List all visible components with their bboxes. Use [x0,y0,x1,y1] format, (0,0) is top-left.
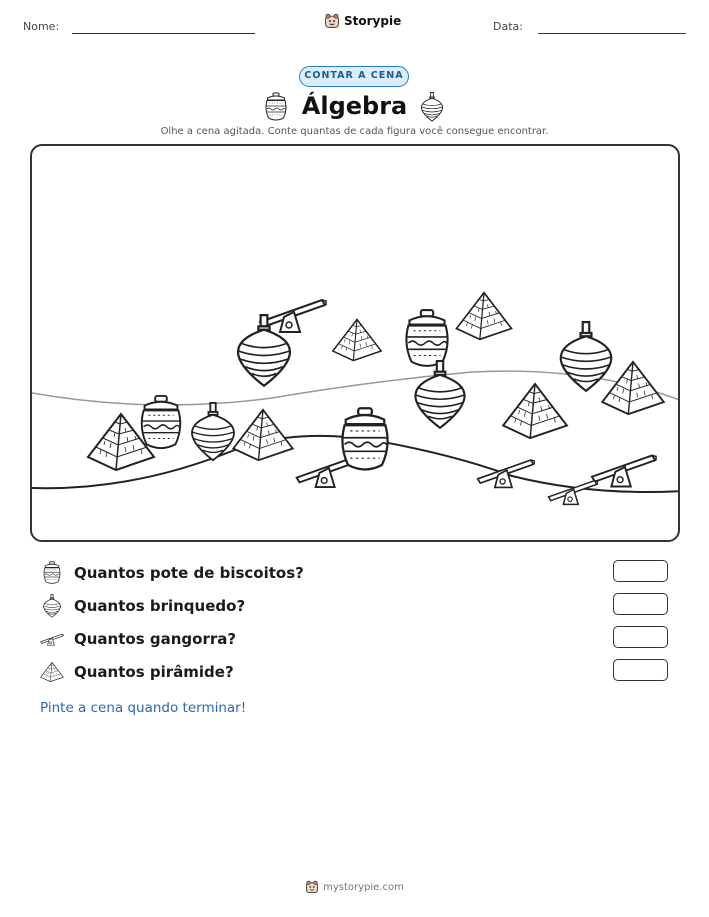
spinning-top [192,403,234,460]
name-label: Nome: [23,20,60,33]
date-label: Data: [493,20,523,33]
answer-box-pyramid[interactable] [613,659,668,681]
question-text: Quantos pirâmide? [74,663,234,681]
question-row [40,561,680,587]
cookie-jar [142,396,181,448]
cookie-jar-icon [40,561,64,585]
answer-box-seesaw[interactable] [613,626,668,648]
scene-illustration [32,146,680,542]
question-row [40,627,680,653]
pyramid [333,319,381,360]
pyramid [233,410,292,460]
brand-logo [324,13,401,29]
activity-type-badge: CONTAR A CENA [299,66,409,87]
spinning-top-icon [40,594,64,618]
counting-scene[interactable] [30,144,680,542]
footer-url[interactable]: mystorypie.com [323,882,404,893]
seesaw-icon [40,627,64,651]
pyramid-icon [40,660,64,684]
brand-name: Storypie [344,14,402,28]
instructions: Olhe a cena agitada. Conte quantas de cada figura você consegue encontrar. [160,126,549,137]
seesaw [478,460,535,487]
pyramid [457,293,512,340]
footer [0,880,709,894]
answer-box-cookie-jar[interactable] [613,560,668,582]
pyramid [503,384,567,438]
answer-box-spinning-top[interactable] [613,593,668,615]
pyramid [602,362,664,414]
cookie-jar [406,310,447,366]
spinning-top [561,322,612,391]
cookie-jar [342,408,387,469]
spinning-top [415,361,464,428]
storypie-logo-icon [305,880,319,894]
date-field[interactable] [538,33,686,34]
spinning-top-icon [420,92,444,122]
question-row [40,660,680,686]
question-text: Quantos pote de biscoitos? [74,564,304,582]
coloring-instruction: Pinte a cena quando terminar! [40,700,247,716]
storypie-logo-icon [324,13,340,29]
name-field[interactable] [72,33,255,34]
question-text: Quantos gangorra? [74,630,237,648]
page-title: Álgebra [301,92,408,120]
question-text: Quantos brinquedo? [74,597,246,615]
seesaw [592,455,656,486]
question-row [40,594,680,620]
